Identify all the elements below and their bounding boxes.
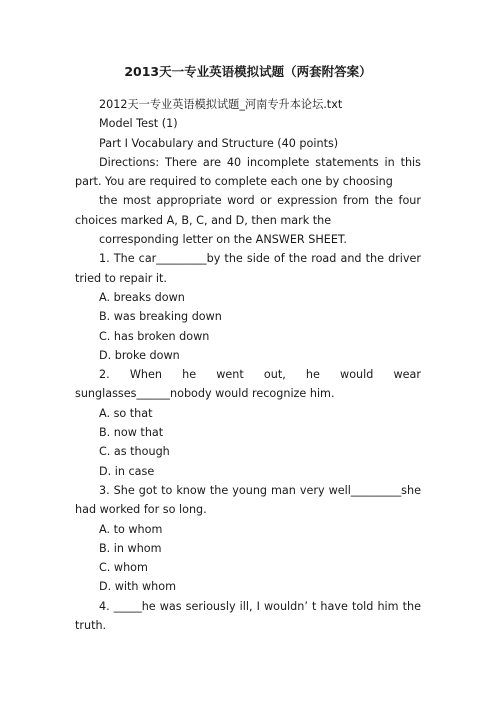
directions-continuation: the most appropriate word or expression from the four choices marked A, B, C, and D, then mark the — [75, 194, 421, 227]
source-line: 2012天一专业英语模拟试题_河南专升本论坛.txt — [99, 98, 343, 111]
question-stem: 4. _____he was seriously ill, I wouldn’ t have told him the truth. — [75, 599, 421, 633]
answer-option: A. so that — [99, 406, 153, 420]
answer-option: B. now that — [99, 426, 164, 440]
document-body — [75, 95, 421, 635]
question-stem: 1. The car_________by the side of the road and the driver tried to repair it. — [75, 252, 421, 285]
answer-option: B. was breaking down — [99, 310, 222, 324]
answer-option: C. has broken down — [99, 329, 210, 343]
answer-option: A. to whom — [99, 522, 163, 536]
answer-option: D. broke down — [99, 348, 180, 362]
directions-paragraph: Directions: There are 40 incomplete statements in this part. You are required to complete each one by choosing — [75, 155, 421, 189]
answer-option: A. breaks down — [99, 290, 185, 304]
directions-end: corresponding letter on the ANSWER SHEET. — [99, 233, 347, 247]
model-test-heading: Model Test (1) — [99, 117, 178, 131]
answer-option: D. in case — [99, 464, 155, 478]
answer-option: C. whom — [99, 561, 148, 575]
part-heading: Part I Vocabulary and Structure (40 points) — [99, 136, 339, 150]
answer-option: D. with whom — [99, 580, 177, 594]
answer-option: B. in whom — [99, 541, 162, 555]
document-title: 2013天一专业英语模拟试题（两套附答案） — [124, 64, 372, 79]
question-stem: 3. She got to know the young man very well_________she had worked for so long. — [75, 483, 421, 517]
answer-option: C. as though — [99, 445, 170, 459]
question-stem: 2. When he went out, he would wear sunglasses______nobody would recognize him. — [75, 368, 421, 401]
